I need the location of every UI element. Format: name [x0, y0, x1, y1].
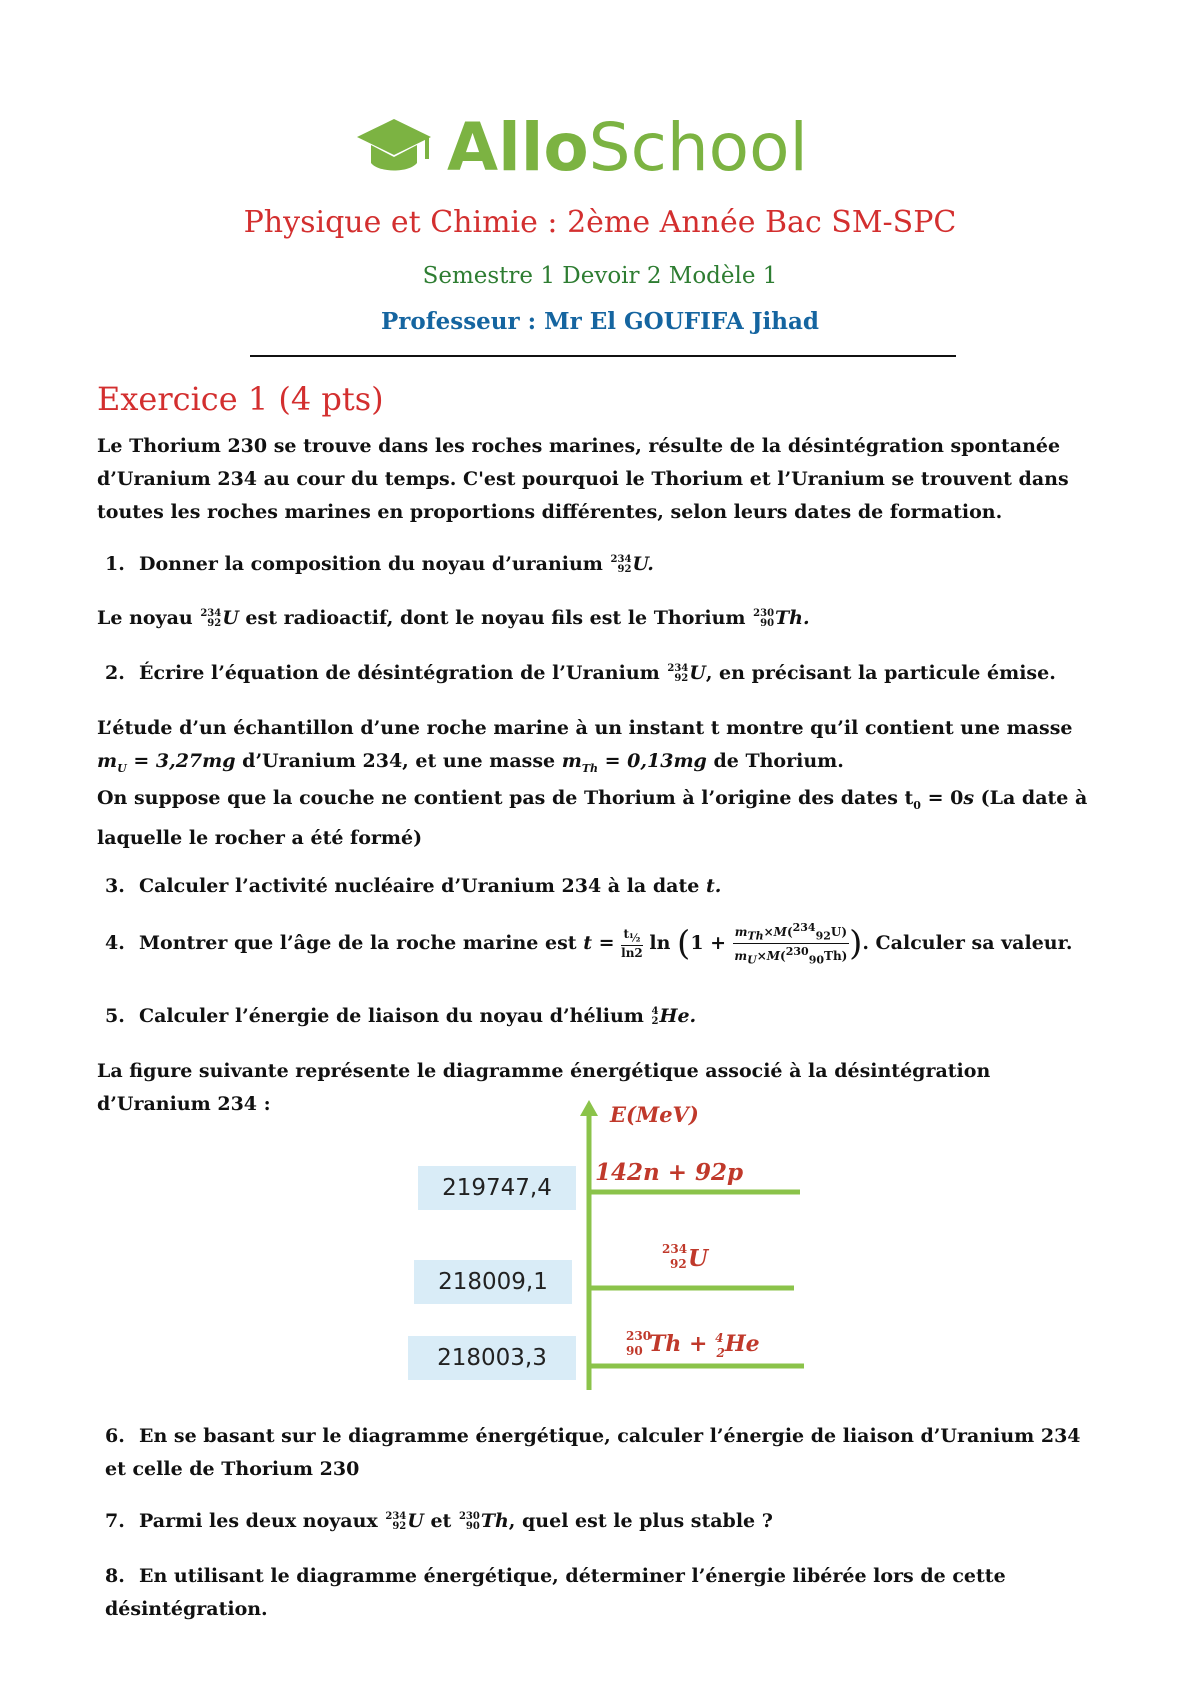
document-subtitle: Semestre 1 Devoir 2 Modèle 1	[422, 263, 778, 289]
question-text: Calculer l’énergie de liaison du noyau d’hélium	[139, 1005, 644, 1027]
question-text: Montrer que l’âge de la roche marine est	[139, 931, 577, 954]
logo-text-allo: Allo	[447, 109, 589, 186]
uranium-mass-number: 234	[662, 1242, 688, 1256]
level-label-uranium: U	[688, 1245, 709, 1272]
axis-arrow	[580, 1100, 598, 1116]
question-text: Écrire l’équation de désintégration de l’Uranium	[139, 662, 660, 684]
exercise-title: Exercice 1 (4 pts)	[97, 380, 384, 418]
energy-value-thorium-helium: 218003,3	[408, 1336, 576, 1380]
question-text: t.	[705, 875, 722, 897]
question-number: 8.	[105, 1565, 125, 1587]
professor-line: Professeur : Mr El GOUFIFA Jihad	[381, 308, 819, 335]
question-6	[105, 1420, 1095, 1486]
formula-fraction: $\frac{m_{Th}\times M(^{234}_{92}U)}{m_U\times M(^{230}_{90}Th)}$	[734, 921, 848, 967]
question-1: 1. Donner la composition du noyau d’uranium 234 92 U.	[105, 548, 1095, 581]
question-number: 7.	[105, 1510, 125, 1532]
intro-paragraph: Le Thorium 230 se trouve dans les roches marines, résulte de la désintégration spontanée d’Uranium 234 au cour du temps. C'est pourquoi le Thorium et l’Uranium se trouvent dans toutes les roches marines en proportions différentes, selon leurs dates de formation.	[97, 435, 1069, 523]
energy-value-nucleons: 219747,4	[418, 1166, 576, 1210]
energy-diagram	[410, 1100, 810, 1400]
question-text: En se basant sur le diagramme énergétique, calculer l’énergie de liaison d’Uranium 234 et celle de Thorium 230	[105, 1425, 1081, 1480]
alloschool-logo	[355, 108, 808, 188]
question-number: 6.	[105, 1425, 125, 1447]
header-divider	[250, 355, 956, 357]
paragraph-text: (La date à laquelle le rocher a été formé)	[97, 787, 1088, 849]
question-number: 5.	[105, 1005, 125, 1027]
question-number: 2.	[105, 662, 125, 684]
level-label-thorium-helium: Th + $^4$ 2He	[649, 1331, 760, 1360]
paragraph-origin: On suppose que la couche ne contient pas de Thorium à l’origine des dates $t_0 = 0s$ (La date à laquelle le rocher a été formé)	[97, 787, 1088, 849]
paragraph-text: Le noyau	[97, 607, 193, 629]
paragraph-text: L’étude d’un échantillon d’une roche marine à un instant t montre qu’il contient une masse	[97, 717, 1073, 739]
question-number: 3.	[105, 875, 125, 897]
question-text: , quel est le plus stable ?	[508, 1510, 773, 1532]
logo-text-school: School	[588, 109, 808, 186]
question-8	[105, 1560, 1095, 1626]
question-text: . Calculer sa valeur.	[862, 931, 1073, 954]
question-text: En utilisant le diagramme énergétique, déterminer l’énergie libérée lors de cette désintégration.	[105, 1565, 1006, 1620]
question-text: Donner la composition du noyau d’uranium	[139, 553, 603, 575]
question-2: 2. Écrire l’équation de désintégration de l’Uranium 234 92 U, en précisant la particule émise.	[105, 657, 1095, 690]
paragraph-text: d’Uranium 234, et une masse	[242, 750, 556, 772]
paragraph-text: est radioactif, dont le noyau fils est le Thorium	[245, 607, 746, 629]
level-label-nucleons: 142n + 92p	[595, 1159, 744, 1186]
energy-value-uranium: 218009,1	[414, 1260, 572, 1304]
uranium-atomic-number: 92	[670, 1257, 687, 1271]
graduation-cap-icon	[355, 117, 433, 179]
question-text: , en précisant la particule émise.	[705, 662, 1056, 684]
question-7: 7. Parmi les deux noyaux 234 92 U et 230 90 Th, quel est le plus stable ?	[105, 1505, 1095, 1538]
question-number: 4.	[105, 931, 125, 954]
paragraph-uranium-radioactive: Le noyau 234 92 U est radioactif, dont le noyau fils est le Thorium 230 90 Th.	[97, 607, 810, 629]
paragraph-text: On suppose que la couche ne contient pas de Thorium à l’origine des dates	[97, 787, 898, 809]
paragraph-text: de Thorium.	[713, 750, 844, 772]
paragraph-figure-intro: La figure suivante représente le diagramme énergétique associé à la désintégration d’Uranium 234 :	[97, 1060, 991, 1115]
axis-label: E(MeV)	[610, 1102, 699, 1127]
question-text: et	[430, 1510, 452, 1532]
paragraph-sample: L’étude d’un échantillon d’une roche marine à un instant t montre qu’il contient une masse $m_U = 3,27mg$ d’Uranium 234, et une masse $m_{Th} = 0,13mg$ de Thorium.	[97, 717, 1073, 775]
question-text: Parmi les deux noyaux	[139, 1510, 378, 1532]
question-4: 4. Montrer que l’âge de la roche marine est t = $\frac{t_{\frac{1}{2}}}{\ln 2}$ ln (1 + $\frac{m_{Th}\times M(^{234}_{92}U)}{m_U\times M(^{230}_{90}Th)}$ ). Calculer sa valeur.	[105, 921, 1073, 967]
thorium-mass-number: 230	[626, 1329, 652, 1343]
question-5: 5. Calculer l’énergie de liaison du noyau d’hélium 4 2 He.	[105, 1000, 1095, 1033]
question-text: Calculer l’activité nucléaire d’Uranium 234 à la date	[139, 875, 700, 897]
document-title: Physique et Chimie : 2ème Année Bac SM-SPC	[243, 205, 957, 240]
formula-fraction: $\frac{t_{\frac{1}{2}}}{\ln 2}$	[621, 926, 643, 961]
question-number: 1.	[105, 553, 125, 575]
question-3	[105, 870, 1095, 903]
thorium-atomic-number: 90	[626, 1344, 643, 1358]
